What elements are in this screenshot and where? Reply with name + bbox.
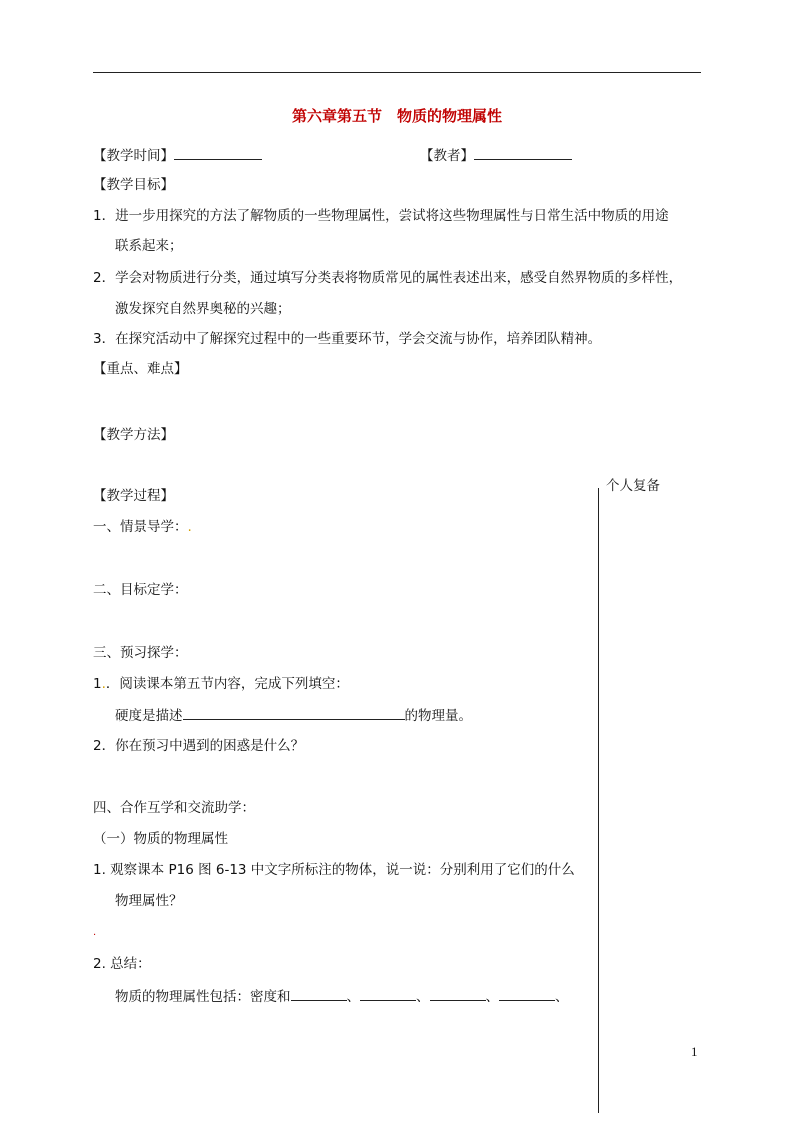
step-3-item-1-number: 1 [93,676,102,692]
goals-label: 【教学目标】 [93,177,174,193]
goal-1-line2: 联系起来； [115,238,183,254]
summary-sep-3: 、 [485,989,499,1005]
summary-sep-4: 、 [555,989,569,1005]
summary-sep-2: 、 [416,989,430,1005]
teaching-time-blank [174,145,262,160]
methods-label: 【教学方法】 [93,427,174,443]
step-3-item-1 [93,674,349,694]
page-number: 1 [691,1044,698,1059]
summary-blank-3 [430,986,486,1001]
teacher-label: 【教者】 [420,148,474,164]
teaching-time-row [93,145,262,166]
summary-line [115,986,569,1007]
page-title: 第六章第五节 物质的物理属性 [291,107,502,125]
step-3-item-2: 2．你在预习中遇到的困惑是什么？ [93,738,305,754]
step-1-label: 一、情景导学： [93,519,188,535]
hardness-suffix: 的物理量。 [404,708,472,724]
red-dot-mark: . [93,927,97,938]
yellow-dot-mark: . [187,519,192,535]
step-3: 三、预习探学： [93,645,188,661]
observe-line2: 物理属性？ [115,893,183,909]
summary-label: 2. 总结： [93,956,151,972]
teacher-blank [474,145,572,160]
hardness-line [115,705,472,726]
goal-3: 3．在探究活动中了解探究过程中的一些重要环节，学会交流与协作，培养团队精神。 [93,331,602,347]
step-4: 四、合作互学和交流助学： [93,800,255,816]
step-1 [93,517,192,537]
step-2: 二、目标定学： [93,582,188,598]
hardness-blank [183,705,405,720]
summary-text: 物质的物理属性包括：密度和 [115,989,291,1005]
side-note-label: 个人复备 [606,478,660,494]
summary-blank-1 [291,986,347,1001]
observe-line1: 1. 观察课本 P16 图 6-13 中文字所标注的物体，说一说：分别利用了它们的什么 [93,862,575,878]
summary-sep-1: 、 [346,989,360,1005]
summary-blank-4 [499,986,555,1001]
summary-blank-2 [360,986,416,1001]
key-points-label: 【重点、难点】 [93,361,188,377]
subsection-1: （一）物质的物理属性 [93,831,228,847]
step-3-item-1-text: ．阅读课本第五节内容，完成下列填空： [105,676,349,692]
goal-2-line2: 激发探究自然界奥秘的兴趣； [115,301,291,317]
header-rule [93,72,701,73]
margin-divider [598,488,599,1113]
teacher-row [420,145,572,166]
hardness-prefix: 硬度是描述 [115,708,183,724]
process-label: 【教学过程】 [93,488,174,504]
teaching-time-label: 【教学时间】 [93,148,174,164]
goal-1-line1: 1．进一步用探究的方法了解物质的一些物理属性，尝试将这些物理属性与日常生活中物质的用途 [93,208,669,224]
goal-2-line1: 2．学会对物质进行分类，通过填写分类表将物质常见的属性表述出来，感受自然界物质的多样性， [93,270,683,286]
yellow-dot-mark: . [101,676,106,692]
